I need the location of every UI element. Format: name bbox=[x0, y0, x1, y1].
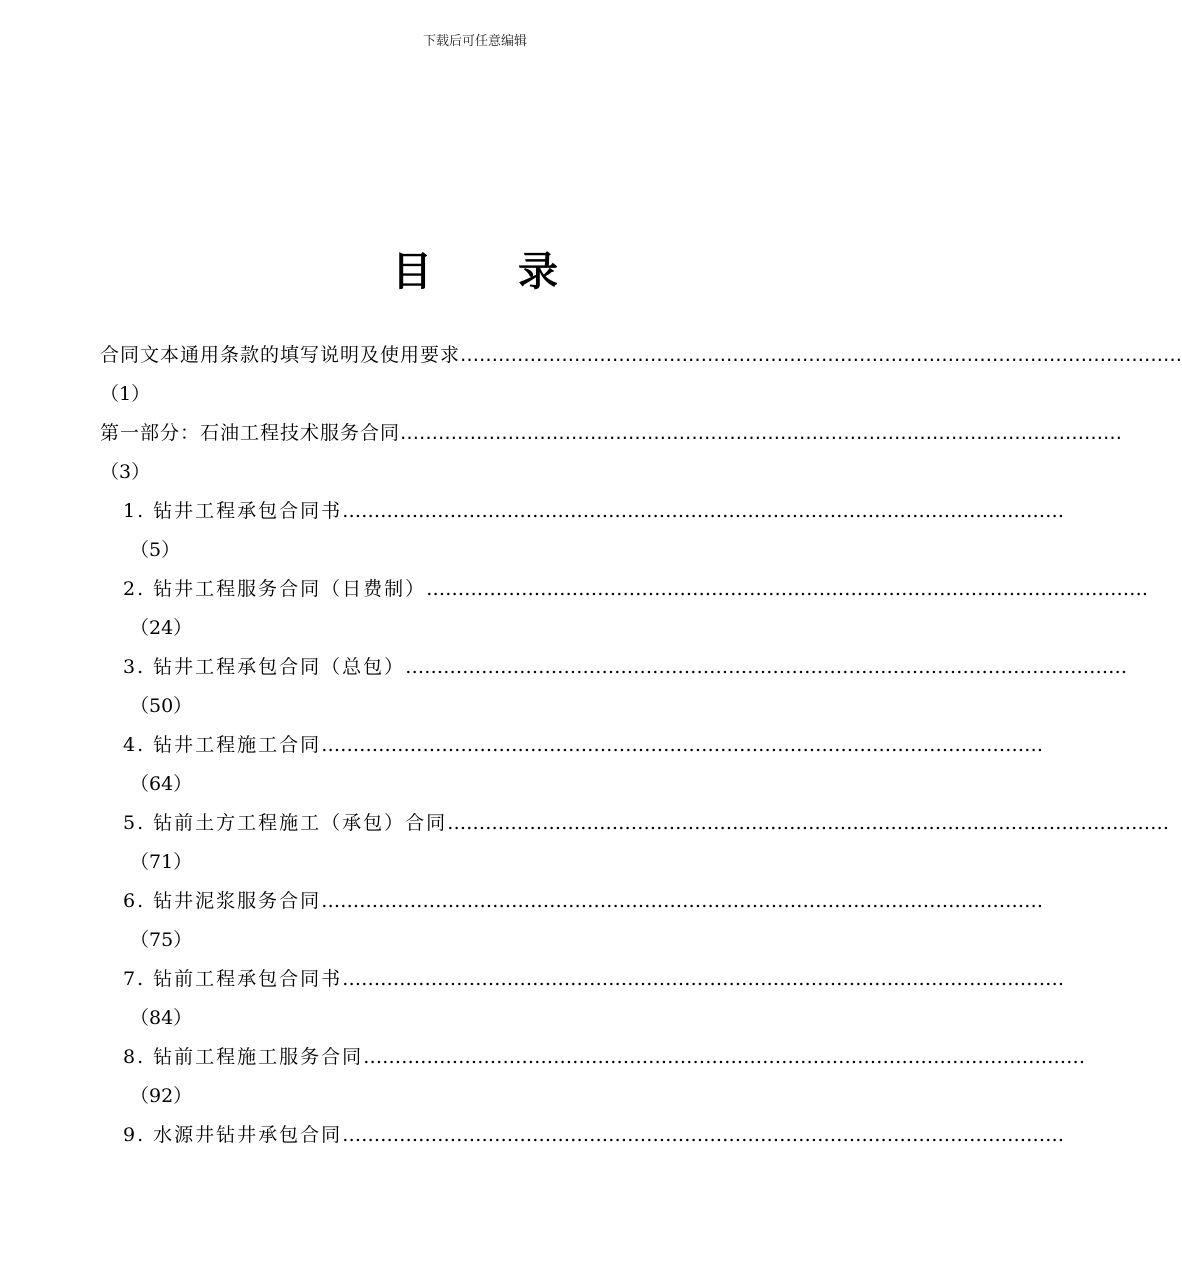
toc-entry-line bbox=[100, 414, 1123, 453]
toc-entry-title: 第一部分：石油工程技术服务合同 bbox=[100, 422, 401, 444]
toc-entry[interactable] bbox=[100, 336, 1182, 414]
toc-entry-page: （92） bbox=[130, 1085, 193, 1107]
toc-entry-page: （64） bbox=[130, 773, 193, 795]
toc-entry-line bbox=[100, 648, 1128, 687]
toc-leader-dots: …………………………………………………………………………………………………… bbox=[321, 890, 1044, 912]
toc-leader-dots: …………………………………………………………………………………………………… bbox=[447, 812, 1170, 834]
toc-entry-page: （71） bbox=[130, 851, 193, 873]
toc-entry[interactable] bbox=[100, 726, 1044, 804]
toc-entry-page: （1） bbox=[100, 383, 151, 405]
toc-entry-line bbox=[100, 1116, 1065, 1155]
toc-leader-dots: …………………………………………………………………………………………………… bbox=[342, 968, 1065, 990]
toc-entry-page: （3） bbox=[100, 461, 151, 483]
toc-entry-line bbox=[100, 492, 1065, 531]
toc-entry[interactable] bbox=[100, 882, 1044, 960]
toc-entry-title: 4. 钻井工程施工合同 bbox=[123, 734, 322, 756]
toc-entry[interactable] bbox=[100, 492, 1065, 570]
toc-entry[interactable] bbox=[100, 960, 1065, 1038]
toc-entry-line bbox=[100, 882, 1044, 921]
table-of-contents bbox=[100, 336, 1182, 1155]
toc-entry-page: （50） bbox=[130, 695, 193, 717]
toc-entry-page: （84） bbox=[130, 1007, 193, 1029]
toc-leader-dots: …………………………………………………………………………………………………… bbox=[342, 500, 1065, 522]
toc-entry-line bbox=[100, 960, 1065, 999]
toc-leader-dots: …………………………………………………………………………………………………… bbox=[426, 578, 1149, 600]
toc-entry-title: 2. 钻井工程服务合同（日费制） bbox=[123, 578, 427, 600]
toc-entry-line bbox=[100, 804, 1170, 843]
toc-entry-line bbox=[100, 726, 1044, 765]
toc-entry-line bbox=[100, 1038, 1086, 1077]
toc-entry-title: 7. 钻前工程承包合同书 bbox=[123, 968, 343, 990]
toc-leader-dots: …………………………………………………………………………………………………… bbox=[321, 734, 1044, 756]
toc-entry-title: 1. 钻井工程承包合同书 bbox=[123, 500, 343, 522]
toc-entry-title: 9. 水源井钻井承包合同 bbox=[123, 1124, 343, 1146]
toc-entry[interactable] bbox=[100, 414, 1123, 492]
toc-entry-line bbox=[100, 336, 1182, 375]
toc-entry-page: （24） bbox=[130, 617, 193, 639]
toc-leader-dots: …………………………………………………………………………………………………… bbox=[405, 656, 1128, 678]
toc-entry[interactable] bbox=[100, 1038, 1086, 1116]
toc-entry-title: 6. 钻井泥浆服务合同 bbox=[123, 890, 322, 912]
toc-entry-title: 8. 钻前工程施工服务合同 bbox=[123, 1046, 364, 1068]
page-title: 目 录 bbox=[392, 249, 594, 295]
toc-entry[interactable] bbox=[100, 570, 1149, 648]
toc-entry-title: 5. 钻前土方工程施工（承包）合同 bbox=[123, 812, 448, 834]
toc-leader-dots: …………………………………………………………………………………………………… bbox=[460, 344, 1182, 366]
toc-entry-page: （75） bbox=[130, 929, 193, 951]
header-note: 下载后可任意编辑 bbox=[422, 34, 527, 49]
toc-entry-title: 合同文本通用条款的填写说明及使用要求 bbox=[100, 344, 461, 366]
toc-entry[interactable] bbox=[100, 804, 1170, 882]
toc-entry-title: 3. 钻井工程承包合同（总包） bbox=[123, 656, 406, 678]
toc-entry[interactable] bbox=[100, 1116, 1065, 1155]
toc-leader-dots: …………………………………………………………………………………………………… bbox=[363, 1046, 1086, 1068]
toc-leader-dots: …………………………………………………………………………………………………… bbox=[400, 422, 1123, 444]
toc-entry-line bbox=[100, 570, 1149, 609]
toc-entry[interactable] bbox=[100, 648, 1128, 726]
toc-leader-dots: …………………………………………………………………………………………………… bbox=[342, 1124, 1065, 1146]
toc-entry-page: （5） bbox=[130, 539, 181, 561]
